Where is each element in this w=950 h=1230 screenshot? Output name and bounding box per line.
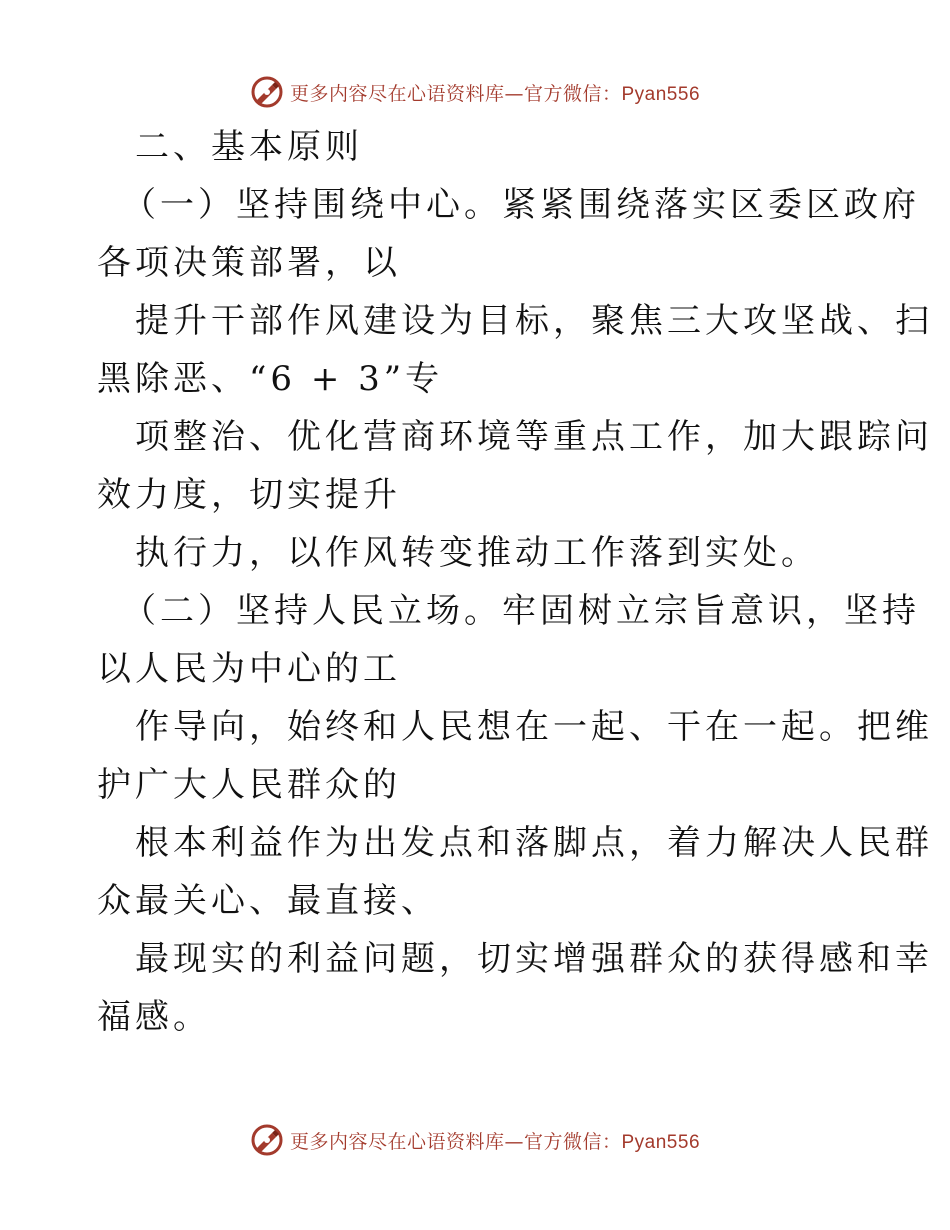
pen-circle-logo-icon [250,75,284,109]
paragraph-line: 提升干部作风建设为目标，聚焦三大攻坚战、扫 [135,301,933,341]
paragraph-line: （二）坚持人民立场。牢固树立宗旨意识，坚持 [122,591,920,631]
pen-circle-logo-icon [250,1123,284,1157]
paragraph-line: 各项决策部署，以 [97,243,401,283]
paragraph-line: 护广大人民群众的 [97,765,401,805]
paragraph-line: 以人民为中心的工 [97,649,401,689]
paragraph-line: 根本利益作为出发点和落脚点，着力解决人民群 [135,823,933,863]
document-body [97,118,933,1046]
footer-watermark [0,1120,950,1160]
watermark-text: 更多内容尽在心语资料库—官方微信：Pyan556 [289,82,701,105]
paragraph-line: 作导向，始终和人民想在一起、干在一起。把维 [135,707,933,747]
header-watermark [0,72,950,112]
paragraph-line: 执行力，以作风转变推动工作落到实处。 [135,533,819,573]
paragraph-line: （一）坚持围绕中心。紧紧围绕落实区委区政府 [122,185,920,225]
watermark-text: 更多内容尽在心语资料库—官方微信：Pyan556 [289,1130,701,1153]
paragraph-line: 效力度，切实提升 [97,475,401,515]
paragraph-line: 黑除恶、“6 + 3”专 [97,359,444,399]
section-heading: 二、基本原则 [135,127,363,167]
paragraph-line: 项整治、优化营商环境等重点工作，加大跟踪问 [135,417,933,457]
paragraph-line: 最现实的利益问题，切实增强群众的获得感和幸 [135,939,933,979]
paragraph-line: 福感。 [97,997,211,1037]
paragraph-line: 众最关心、最直接、 [97,881,439,921]
